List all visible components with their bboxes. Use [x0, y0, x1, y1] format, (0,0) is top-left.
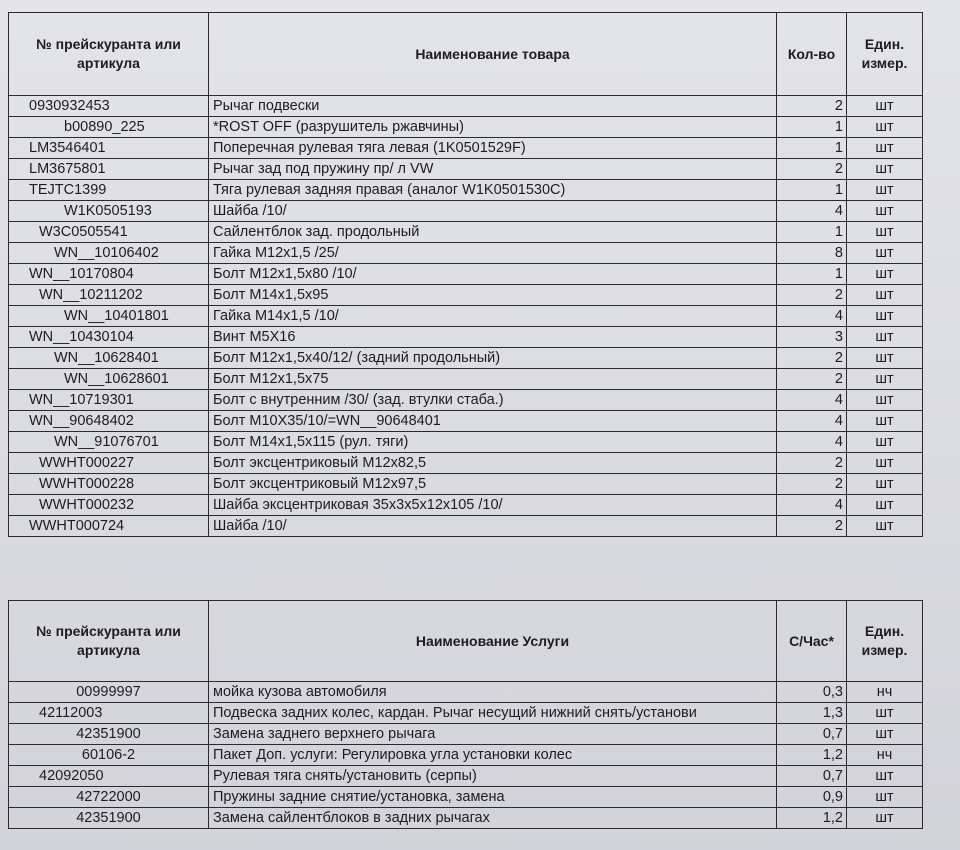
service-code: 42351900: [9, 724, 209, 745]
services-header-hours: С/Час*: [777, 601, 847, 682]
item-unit: шт: [847, 201, 923, 222]
service-code: 60106-2: [9, 745, 209, 766]
item-qty: 2: [777, 474, 847, 495]
item-name: Болт эксцентриковый M12x97,5: [209, 474, 777, 495]
item-unit: шт: [847, 327, 923, 348]
item-name: Болт M14x1,5x95: [209, 285, 777, 306]
item-code: W3C0505541: [9, 222, 209, 243]
item-qty: 1: [777, 117, 847, 138]
service-code: 42112003: [9, 703, 209, 724]
services-header-row: [9, 601, 923, 682]
item-qty: 1: [777, 264, 847, 285]
table-row: [9, 96, 923, 117]
item-name: Рычаг подвески: [209, 96, 777, 117]
item-code: WWHT000724: [9, 516, 209, 537]
table-row: [9, 766, 923, 787]
parts-header-code: № прейскуранта или артикула: [9, 13, 209, 96]
item-name: Шайба /10/: [209, 516, 777, 537]
item-qty: 4: [777, 390, 847, 411]
service-hours: 0,7: [777, 724, 847, 745]
item-name: *ROST OFF (разрушитель ржавчины): [209, 117, 777, 138]
table-row: [9, 327, 923, 348]
item-unit: шт: [847, 117, 923, 138]
table-row: [9, 808, 923, 829]
item-code: WN__10211202: [9, 285, 209, 306]
service-name: мойка кузова автомобиля: [209, 682, 777, 703]
item-unit: шт: [847, 222, 923, 243]
item-unit: шт: [847, 285, 923, 306]
item-qty: 4: [777, 201, 847, 222]
table-row: [9, 348, 923, 369]
service-name: Подвеска задних колес, кардан. Рычаг несущий нижний снять/установи: [209, 703, 777, 724]
item-code: WN__10628601: [9, 369, 209, 390]
item-name: Болт M12x1,5x75: [209, 369, 777, 390]
item-unit: шт: [847, 453, 923, 474]
item-unit: шт: [847, 159, 923, 180]
service-unit: шт: [847, 787, 923, 808]
table-row: [9, 117, 923, 138]
item-code: WN__10430104: [9, 327, 209, 348]
item-qty: 1: [777, 180, 847, 201]
item-code: WWHT000232: [9, 495, 209, 516]
item-qty: 2: [777, 453, 847, 474]
item-code: LM3675801: [9, 159, 209, 180]
item-name: Болт эксцентриковый M12x82,5: [209, 453, 777, 474]
table-row: [9, 264, 923, 285]
service-name: Замена сайлентблоков в задних рычагах: [209, 808, 777, 829]
item-unit: шт: [847, 369, 923, 390]
table-row: [9, 222, 923, 243]
item-qty: 2: [777, 96, 847, 117]
item-name: Сайлентблок зад. продольный: [209, 222, 777, 243]
item-name: Тяга рулевая задняя правая (аналог W1K0501530C): [209, 180, 777, 201]
item-name: Гайка M14x1,5 /10/: [209, 306, 777, 327]
table-row: [9, 159, 923, 180]
service-name: Замена заднего верхнего рычага: [209, 724, 777, 745]
table-row: [9, 724, 923, 745]
service-unit: шт: [847, 808, 923, 829]
item-code: TEJTC1399: [9, 180, 209, 201]
item-code: WWHT000228: [9, 474, 209, 495]
table-row: [9, 787, 923, 808]
item-code: WN__10401801: [9, 306, 209, 327]
table-row: [9, 201, 923, 222]
item-code: 0930932453: [9, 96, 209, 117]
item-qty: 1: [777, 138, 847, 159]
item-unit: шт: [847, 495, 923, 516]
service-name: Пакет Доп. услуги: Регулировка угла установки колес: [209, 745, 777, 766]
item-qty: 2: [777, 285, 847, 306]
item-name: Шайба /10/: [209, 201, 777, 222]
service-code: 42351900: [9, 808, 209, 829]
service-unit: шт: [847, 766, 923, 787]
item-unit: шт: [847, 474, 923, 495]
table-row: [9, 474, 923, 495]
service-unit: шт: [847, 724, 923, 745]
item-unit: шт: [847, 390, 923, 411]
parts-table: [8, 12, 923, 537]
table-row: [9, 180, 923, 201]
item-qty: 2: [777, 369, 847, 390]
service-code: 42722000: [9, 787, 209, 808]
parts-header-name: Наименование товара: [209, 13, 777, 96]
services-header-code: № прейскуранта или артикула: [9, 601, 209, 682]
table-row: [9, 703, 923, 724]
parts-header-row: [9, 13, 923, 96]
parts-header-qty: Кол-во: [777, 13, 847, 96]
table-row: [9, 516, 923, 537]
service-unit: нч: [847, 682, 923, 703]
item-name: Винт M5X16: [209, 327, 777, 348]
table-row: [9, 369, 923, 390]
services-table: [8, 600, 923, 829]
item-unit: шт: [847, 138, 923, 159]
item-qty: 8: [777, 243, 847, 264]
item-qty: 4: [777, 495, 847, 516]
item-qty: 1: [777, 222, 847, 243]
item-code: LM3546401: [9, 138, 209, 159]
table-row: [9, 285, 923, 306]
item-qty: 2: [777, 159, 847, 180]
service-hours: 0,3: [777, 682, 847, 703]
item-name: Рычаг зад под пружину пр/ л VW: [209, 159, 777, 180]
item-unit: шт: [847, 411, 923, 432]
item-code: WN__10170804: [9, 264, 209, 285]
table-row: [9, 682, 923, 703]
service-hours: 1,3: [777, 703, 847, 724]
item-qty: 4: [777, 306, 847, 327]
item-unit: шт: [847, 96, 923, 117]
item-code: WN__10719301: [9, 390, 209, 411]
item-qty: 3: [777, 327, 847, 348]
item-name: Болт M12x1,5x80 /10/: [209, 264, 777, 285]
item-unit: шт: [847, 306, 923, 327]
service-unit: нч: [847, 745, 923, 766]
service-code: 42092050: [9, 766, 209, 787]
item-unit: шт: [847, 243, 923, 264]
item-name: Шайба эксцентриковая 35x3x5x12x105 /10/: [209, 495, 777, 516]
service-unit: шт: [847, 703, 923, 724]
section-gap: [0, 570, 960, 598]
item-qty: 4: [777, 411, 847, 432]
item-unit: шт: [847, 432, 923, 453]
table-row: [9, 243, 923, 264]
service-code: 00999997: [9, 682, 209, 703]
services-header-name: Наименование Услуги: [209, 601, 777, 682]
table-row: [9, 453, 923, 474]
item-code: b00890_225: [9, 117, 209, 138]
item-code: WN__91076701: [9, 432, 209, 453]
item-code: WWHT000227: [9, 453, 209, 474]
services-header-unit: Един. измер.: [847, 601, 923, 682]
table-row: [9, 432, 923, 453]
table-row: [9, 306, 923, 327]
item-code: W1K0505193: [9, 201, 209, 222]
table-row: [9, 411, 923, 432]
item-code: WN__10106402: [9, 243, 209, 264]
service-hours: 0,9: [777, 787, 847, 808]
item-qty: 2: [777, 348, 847, 369]
item-name: Болт с внутренним /30/ (зад. втулки стаба.): [209, 390, 777, 411]
item-unit: шт: [847, 180, 923, 201]
service-hours: 1,2: [777, 808, 847, 829]
item-qty: 4: [777, 432, 847, 453]
table-row: [9, 495, 923, 516]
table-row: [9, 745, 923, 766]
service-name: Пружины задние снятие/установка, замена: [209, 787, 777, 808]
item-name: Гайка M12x1,5 /25/: [209, 243, 777, 264]
item-unit: шт: [847, 348, 923, 369]
item-code: WN__10628401: [9, 348, 209, 369]
parts-header-unit: Един. измер.: [847, 13, 923, 96]
item-qty: 2: [777, 516, 847, 537]
item-name: Поперечная рулевая тяга левая (1K0501529F): [209, 138, 777, 159]
service-name: Рулевая тяга снять/установить (серпы): [209, 766, 777, 787]
item-name: Болт M10X35/10/=WN__90648401: [209, 411, 777, 432]
item-code: WN__90648402: [9, 411, 209, 432]
table-row: [9, 138, 923, 159]
item-name: Болт M14x1,5x115 (рул. тяги): [209, 432, 777, 453]
item-name: Болт M12x1,5x40/12/ (задний продольный): [209, 348, 777, 369]
table-row: [9, 390, 923, 411]
item-unit: шт: [847, 516, 923, 537]
service-hours: 0,7: [777, 766, 847, 787]
service-hours: 1,2: [777, 745, 847, 766]
item-unit: шт: [847, 264, 923, 285]
